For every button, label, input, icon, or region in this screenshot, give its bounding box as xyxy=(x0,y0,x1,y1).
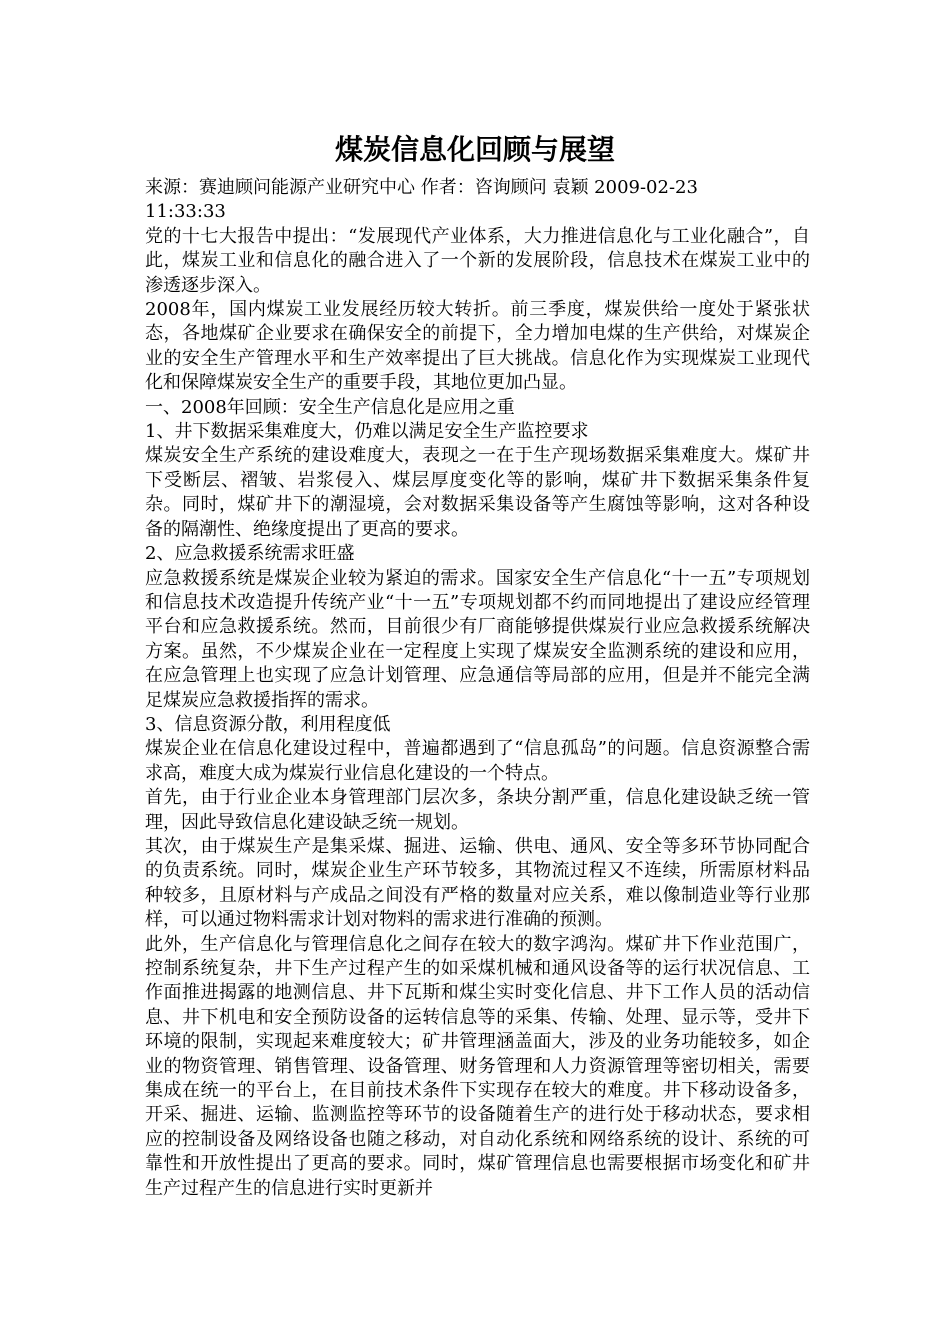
paragraph-info-islands: 煤炭企业在信息化建设过程中，普遍都遇到了“信息孤岛”的问题。信息资源整合需求高，难度大成为煤炭行业信息化建设的一个特点。 xyxy=(145,738,810,784)
paragraph-intro: 党的十七大报告中提出：“发展现代产业体系，大力推进信息化与工业化融合”，自此，煤炭工业和信息化的融合进入了一个新的发展阶段，信息技术在煤炭工业中的渗透逐步深入。 xyxy=(145,225,810,296)
paragraph-second-reason: 其次，由于煤炭生产是集采煤、掘进、运输、供电、通风、安全等多环节协同配合的负责系统。同时，煤炭企业生产环节较多，其物流过程又不连续，所需原材料品种较多，且原材料与产成品之间没有严格的数量对应关系，难以像制造业等行业那样，可以通过物料需求计划对物料的需求进行准确的预测。 xyxy=(145,835,810,931)
document-body xyxy=(145,176,810,1201)
paragraph-digital-divide: 此外，生产信息化与管理信息化之间存在较大的数字鸿沟。煤矿井下作业范围广，控制系统复杂，井下生产过程产生的如采煤机械和通风设备等的运行状况信息、工作面推进揭露的地测信息、井下瓦斯和煤尘实时变化信息、井下工作人员的活动信息、井下机电和安全预防设备的运转信息等的采集、传输、处理、显示等，受井下环境的限制，实现起来难度较大；矿井管理涵盖面大，涉及的业务功能较多，如企业的物资管理、销售管理、设备管理、财务管理和人力资源管理等密切相关，需要集成在统一的平台上，在目前技术条件下实现存在较大的难度。井下移动设备多，开采、掘进、运输、监测监控等环节的设备随着生产的进行处于移动状态，要求相应的控制设备及网络设备也随之移动，对自动化系统和网络系统的设计、系统的可靠性和开放性提出了更高的要求。同时，煤矿管理信息也需要根据市场变化和矿井生产过程产生的信息进行实时更新并 xyxy=(145,933,810,1199)
paragraph-emergency-rescue: 应急救援系统是煤炭企业较为紧迫的需求。国家安全生产信息化“十一五”专项规划和信息技术改造提升传统产业“十一五”专项规划都不约而同地提出了建设应经管理平台和应急救援系统。然而，目前很少有厂商能够提供煤炭行业应急救援系统解决方案。虽然，不少煤炭企业在一定程度上实现了煤炭安全监测系统的建设和应用，在应急管理上也实现了应急计划管理、应急通信等局部的应用，但是并不能完全满足煤炭应急救援指挥的需求。 xyxy=(145,567,810,711)
document-title: 煤炭信息化回顾与展望 xyxy=(334,133,615,166)
paragraph-first-reason: 首先，由于行业企业本身管理部门层次多，条块分割严重，信息化建设缺乏统一管理，因此导致信息化建设缺乏统一规划。 xyxy=(145,787,810,833)
timestamp-line: 11:33:33 xyxy=(145,201,226,223)
paragraph-2008-overview: 2008年，国内煤炭工业发展经历较大转折。前三季度，煤炭供给一度处于紧张状态，各地煤矿企业要求在确保安全的前提下，全力增加电煤的生产供给，对煤炭企业的安全生产管理水平和生产效率提出了巨大挑战。信息化作为实现煤炭工业现代化和保障煤炭安全生产的重要手段，其地位更加凸显。 xyxy=(145,299,810,394)
subsection-heading-3: 3、信息资源分散，利用程度低 xyxy=(145,713,391,735)
subsection-heading-1: 1、井下数据采集难度大，仍难以满足安全生产监控要求 xyxy=(145,421,589,443)
source-line: 来源：赛迪顾问能源产业研究中心 作者：咨询顾问 袁颖 2009-02-23 xyxy=(145,177,698,198)
paragraph-data-collection: 煤炭安全生产系统的建设难度大，表现之一在于生产现场数据采集难度大。煤矿井下受断层、褶皱、岩浆侵入、煤层厚度变化等的影响，煤矿井下数据采集条件复杂。同时，煤矿井下的潮湿境，会对数据采集设备等产生腐蚀等影响，这对各种设备的隔潮性、绝缘度提出了更高的要求。 xyxy=(145,445,810,540)
section-heading-1: 一、2008年回顾：安全生产信息化是应用之重 xyxy=(145,396,515,418)
subsection-heading-2: 2、应急救援系统需求旺盛 xyxy=(145,543,355,565)
